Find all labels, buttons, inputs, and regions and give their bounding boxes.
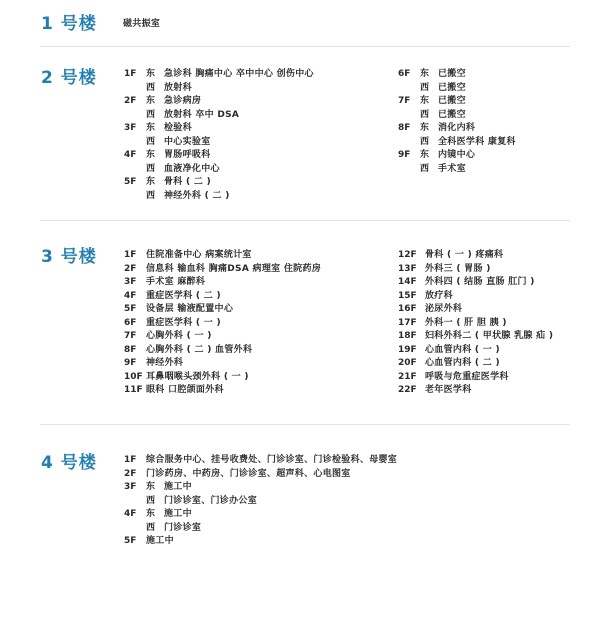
department-text: 泌尿外科	[425, 304, 463, 314]
wing-label: 东	[146, 123, 156, 133]
wing-label: 东	[420, 96, 430, 106]
floor-row	[398, 317, 573, 331]
department-text: 设备层 输液配置中心	[146, 304, 234, 314]
floor-label: 6F	[124, 317, 137, 328]
floor-row	[124, 481, 564, 495]
floor-label: 3F	[124, 123, 137, 133]
department-text: 急诊科 胸痛中心 卒中中心 创伤中心	[164, 69, 314, 79]
building-2-left-column	[124, 68, 384, 203]
wing-label: 东	[146, 509, 156, 519]
divider	[40, 46, 570, 47]
department-text: 已搬空	[438, 96, 466, 106]
wing-label: 西	[146, 109, 156, 120]
department-text: 已搬空	[438, 109, 466, 120]
floor-label: 14F	[398, 277, 417, 287]
department-text: 心胸外科 ( 二 ) 血管外科	[146, 344, 253, 355]
floor-label: 5F	[124, 304, 137, 314]
wing-label: 西	[146, 136, 156, 147]
department-text: 放射科	[164, 82, 192, 93]
floor-label: 22F	[398, 385, 417, 395]
department-text: 信息科 输血科 胸痛DSA 病理室 住院药房	[146, 263, 322, 274]
floor-label: 7F	[398, 96, 411, 106]
floor-label: 21F	[398, 371, 417, 382]
department-text: 急诊病房	[164, 96, 202, 106]
department-text: 已搬空	[438, 82, 466, 93]
department-text: 眼科 口腔颌面外科	[146, 385, 224, 395]
department-text: 神经外科	[146, 358, 184, 368]
divider	[40, 220, 570, 221]
floor-label: 4F	[124, 290, 137, 301]
floor-label: 13F	[398, 263, 417, 274]
floor-label: 5F	[124, 177, 137, 187]
building-3-left-column	[124, 249, 384, 398]
floor-row	[398, 303, 573, 317]
floor-row	[124, 317, 384, 331]
department-text: 放疗科	[425, 290, 453, 301]
floor-label: 17F	[398, 317, 417, 328]
department-text: 骨科 ( 一 ) 疼痛科	[425, 250, 504, 260]
floor-row	[124, 344, 384, 358]
department-text: 心胸外科 ( 一 )	[146, 331, 212, 341]
department-text: 外科三 ( 胃肠 )	[425, 263, 491, 274]
wing-label: 东	[420, 69, 430, 79]
floor-row	[124, 190, 384, 204]
wing-label: 西	[420, 109, 430, 120]
department-text: 外科一 ( 肝 胆 胰 )	[425, 317, 507, 328]
building-4-title: 4 号楼	[41, 453, 97, 473]
floor-label: 10F	[124, 371, 143, 382]
department-text: 全科医学科 康复科	[438, 136, 516, 147]
floor-row	[398, 276, 573, 290]
floor-row	[124, 468, 564, 482]
floor-label: 3F	[124, 482, 137, 492]
floor-label: 15F	[398, 290, 417, 301]
divider	[40, 424, 570, 425]
floor-row	[398, 263, 573, 277]
building-2-title: 2 号楼	[41, 68, 97, 88]
department-text: 心血管内科 ( 二 )	[425, 358, 500, 368]
floor-row	[124, 136, 384, 150]
wing-label: 西	[420, 82, 430, 93]
floor-row	[124, 68, 384, 82]
floor-row	[124, 263, 384, 277]
floor-label: 20F	[398, 358, 417, 368]
department-text: 住院准备中心 病案统计室	[146, 250, 252, 260]
floor-row	[124, 82, 384, 96]
department-text: 妇科外科二 ( 甲状腺 乳腺 疝 )	[425, 331, 554, 341]
floor-row	[398, 136, 568, 150]
floor-row	[124, 163, 384, 177]
department-text: 施工中	[164, 482, 192, 492]
floor-row	[398, 82, 568, 96]
floor-label: 2F	[124, 263, 137, 274]
wing-label: 西	[146, 82, 156, 93]
wing-label: 东	[146, 96, 156, 106]
floor-label: 2F	[124, 96, 137, 106]
building-4-column	[124, 454, 564, 549]
floor-row	[398, 344, 573, 358]
floor-row	[124, 109, 384, 123]
department-text: 老年医学科	[425, 385, 472, 395]
floor-row	[398, 290, 573, 304]
department-text: 手术室	[438, 163, 466, 174]
floor-label: 8F	[398, 123, 411, 133]
floor-label: 12F	[398, 250, 417, 260]
wing-label: 西	[420, 163, 430, 174]
floor-label: 4F	[124, 509, 137, 519]
floor-row	[398, 149, 568, 163]
wing-label: 西	[146, 190, 156, 201]
floor-row	[124, 330, 384, 344]
floor-row	[124, 95, 384, 109]
wing-label: 东	[146, 69, 156, 79]
department-text: 骨科 ( 二 )	[164, 177, 212, 187]
wing-label: 西	[420, 136, 430, 147]
floor-row	[398, 109, 568, 123]
floor-row	[398, 249, 573, 263]
floor-row	[124, 276, 384, 290]
floor-label: 5F	[124, 536, 137, 546]
floor-row	[124, 508, 564, 522]
floor-row	[398, 95, 568, 109]
department-text: 重症医学科 ( 一 )	[146, 317, 221, 328]
department-text: 手术室 麻醉科	[146, 277, 206, 287]
department-text: 已搬空	[438, 69, 466, 79]
department-text: 神经外科 ( 二 )	[164, 190, 230, 201]
floor-row	[398, 122, 568, 136]
floor-label: 8F	[124, 344, 137, 355]
floor-label: 1F	[124, 250, 137, 260]
department-text: 放射科 卒中 DSA	[164, 109, 240, 120]
department-text: 中心实验室	[164, 136, 211, 147]
department-text: 检验科	[164, 123, 192, 133]
wing-label: 西	[146, 495, 156, 506]
floor-label: 2F	[124, 468, 137, 479]
floor-row	[124, 149, 384, 163]
department-text: 内镜中心	[438, 150, 476, 160]
wing-label: 西	[146, 163, 156, 174]
floor-label: 19F	[398, 344, 417, 355]
department-text: 重症医学科 ( 二 )	[146, 290, 221, 301]
floor-row	[398, 163, 568, 177]
floor-row	[398, 357, 573, 371]
department-text: 消化内科	[438, 123, 476, 133]
department-text: 呼吸与危重症医学科	[425, 371, 509, 382]
department-text: 综合服务中心、挂号收费处、门诊诊室、门诊检验科、母婴室	[146, 455, 398, 465]
department-text: 外科四 ( 结肠 直肠 肛门 )	[425, 277, 535, 287]
wing-label: 东	[146, 150, 156, 160]
floor-label: 4F	[124, 150, 137, 160]
floor-row	[124, 384, 384, 398]
department-text: 心血管内科 ( 一 )	[425, 344, 500, 355]
floor-row	[398, 330, 573, 344]
floor-label: 3F	[124, 277, 137, 287]
wing-label: 东	[146, 482, 156, 492]
department-text: 施工中	[164, 509, 192, 519]
department-text: 胃肠呼吸科	[164, 150, 211, 160]
floor-row	[124, 176, 384, 190]
department-text: 血液净化中心	[164, 163, 220, 174]
floor-row	[124, 122, 384, 136]
floor-label: 9F	[398, 150, 411, 160]
floor-row	[398, 68, 568, 82]
floor-row	[124, 522, 564, 536]
wing-label: 东	[420, 150, 430, 160]
building-1-title: 1 号楼	[41, 14, 97, 34]
department-text: 门诊药房、中药房、门诊诊室、超声科、心电图室	[146, 468, 351, 479]
department-text: 门诊诊室	[164, 522, 202, 533]
floor-row	[124, 249, 384, 263]
floor-label: 7F	[124, 331, 137, 341]
wing-label: 东	[420, 123, 430, 133]
department-text: 施工中	[146, 536, 174, 546]
building-1-text: 磁共振室	[123, 19, 161, 29]
building-3-right-column	[398, 249, 573, 398]
building-3-title: 3 号楼	[41, 247, 97, 267]
floor-row	[398, 384, 573, 398]
floor-row	[124, 495, 564, 509]
department-text: 门诊诊室、门诊办公室	[164, 495, 258, 506]
wing-label: 东	[146, 177, 156, 187]
floor-row	[124, 535, 564, 549]
floor-row	[398, 371, 573, 385]
wing-label: 西	[146, 522, 156, 533]
floor-label: 1F	[124, 455, 137, 465]
floor-row	[124, 290, 384, 304]
floor-row	[124, 303, 384, 317]
floor-label: 11F	[124, 385, 143, 395]
department-text: 耳鼻咽喉头颈外科 ( 一 )	[146, 371, 249, 382]
floor-label: 16F	[398, 304, 417, 314]
floor-row	[124, 454, 564, 468]
floor-row	[124, 357, 384, 371]
floor-label: 9F	[124, 358, 137, 368]
floor-label: 6F	[398, 69, 411, 79]
floor-label: 18F	[398, 331, 417, 341]
floor-label: 1F	[124, 69, 137, 79]
floor-row	[124, 371, 384, 385]
building-2-right-column	[398, 68, 568, 176]
